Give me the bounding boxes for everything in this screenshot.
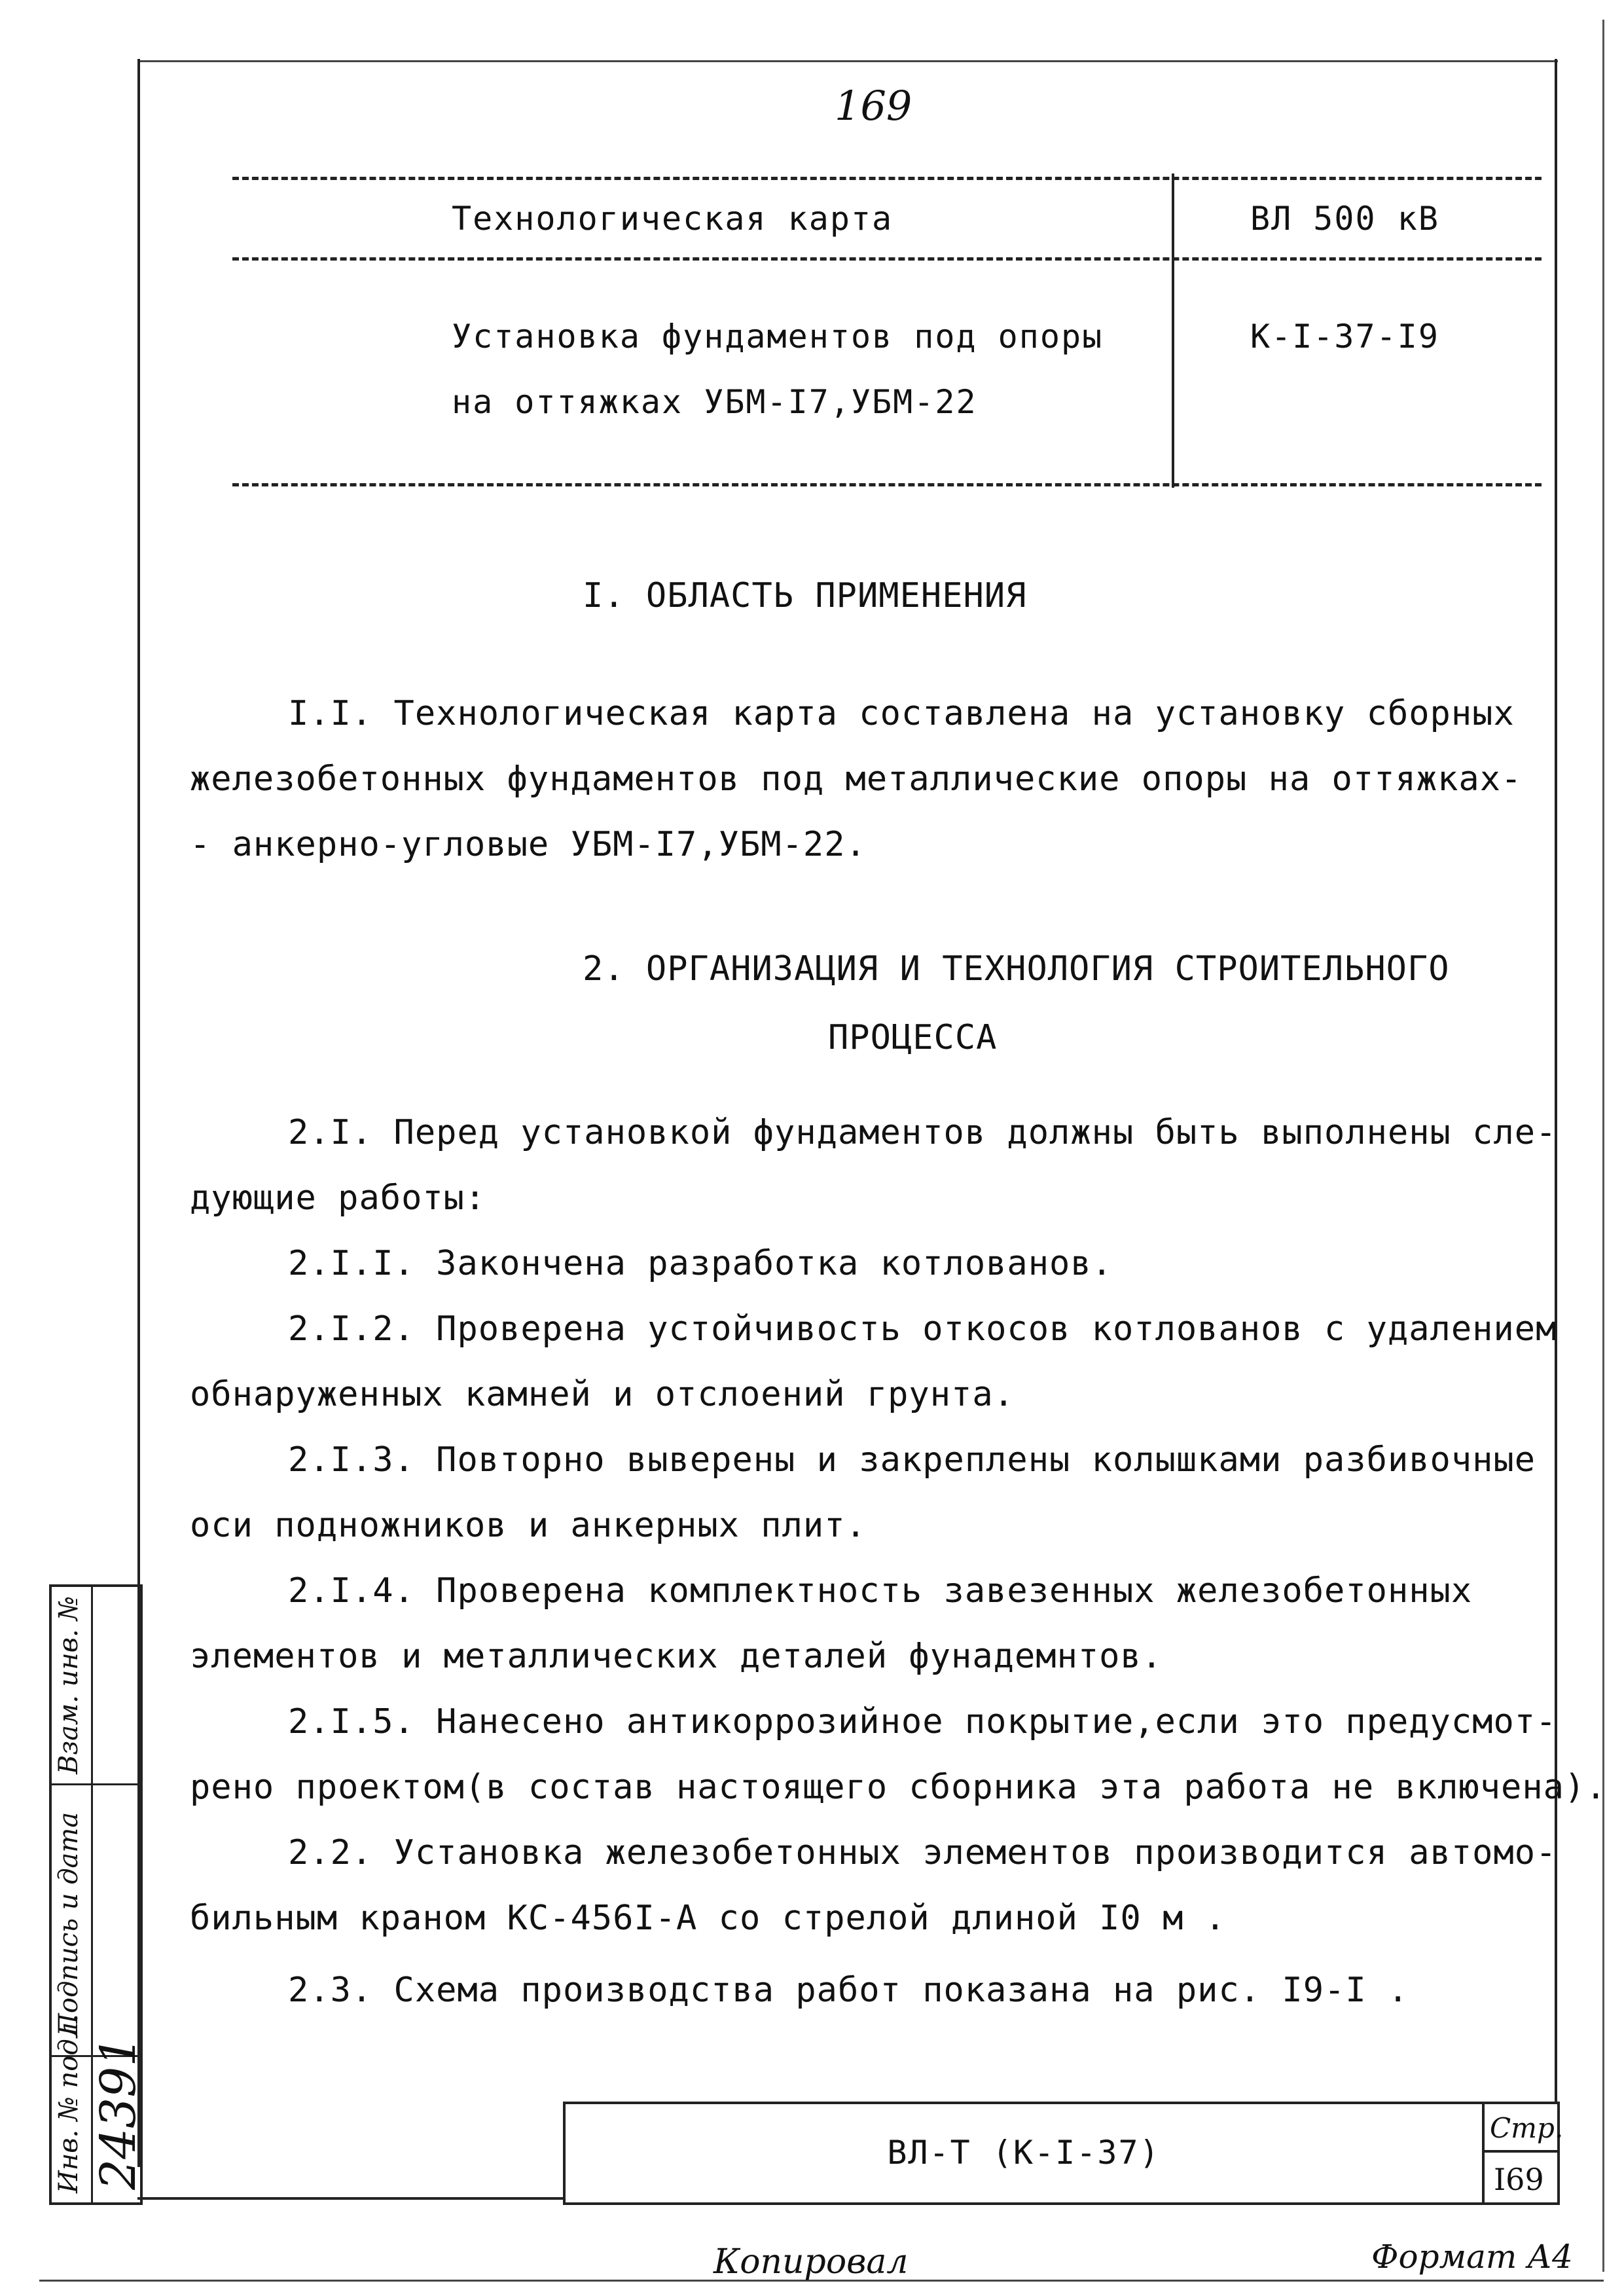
section1-heading: I. ОБЛАСТЬ ПРИМЕНЕНИЯ xyxy=(583,576,1027,615)
section2-line: бильным краном КС-456I-А со стрелой длиной I0 м . xyxy=(190,1899,1227,1938)
footer-copied-label: Копировал xyxy=(713,2242,909,2282)
section2-heading-line1: 2. ОРГАНИЗАЦИЯ И ТЕХНОЛОГИЯ СТРОИТЕЛЬНОГО xyxy=(583,949,1450,989)
section2-line: 2.I. Перед установкой фундаментов должны быть выполнены сле- xyxy=(288,1113,1557,1152)
section2-line: 2.2. Установка железобетонных элементов производится автомо- xyxy=(288,1833,1557,1872)
section1-line: железобетонных фундаментов под металлические опоры на оттяжках- xyxy=(190,759,1523,799)
stamp-doc-code: ВЛ-Т (К-I-37) xyxy=(887,2134,1161,2172)
stamp-page-rule xyxy=(1482,2150,1557,2153)
title-stamp xyxy=(563,2102,1564,2205)
header-rule-top xyxy=(232,177,1542,180)
section2-line: обнаруженных камней и отслоений грунта. xyxy=(190,1375,1015,1414)
section2-line: 2.I.3. Повторно выверены и закреплены колышками разбивочные xyxy=(288,1440,1536,1480)
handwritten-page-number: 169 xyxy=(835,82,912,130)
side-replace-label: Взам. инв. № xyxy=(54,1595,84,1774)
header-subject-line2: на оттяжках УБМ-I7,УБМ-22 xyxy=(452,383,977,421)
stamp-page-label: Стр. xyxy=(1490,2112,1564,2144)
sheet-edge-line xyxy=(1602,20,1604,2272)
section2-line: оси подножников и анкерных плит. xyxy=(190,1506,867,1545)
section2-line: 2.I.2. Проверена устойчивость откосов котлованов с удалением xyxy=(288,1309,1557,1349)
header-rule-middle xyxy=(232,257,1542,261)
frame-top-border xyxy=(137,60,1558,62)
section2-line: 2.I.4. Проверена комплектность завезенных железобетонных xyxy=(288,1571,1473,1611)
section2-line: дующие работы: xyxy=(190,1178,486,1218)
section1-line: I.I. Технологическая карта составлена на установку сборных xyxy=(288,694,1515,733)
header-subject-line1: Установка фундаментов под опоры xyxy=(452,318,1104,355)
section1-line: - анкерно-угловые УБМ-I7,УБМ-22. xyxy=(190,825,867,864)
side-stamp-rule-1 xyxy=(52,1783,140,1785)
section2-heading-line2: ПРОЦЕССА xyxy=(828,1018,998,1057)
header-column-divider xyxy=(1172,173,1174,488)
footer-format-label: Формат А4 xyxy=(1371,2238,1573,2276)
section2-line: рено проектом(в состав настоящего сборника эта работа не включена). xyxy=(190,1768,1607,1807)
header-rule-bottom xyxy=(232,483,1542,486)
header-line-label: ВЛ 500 кВ xyxy=(1250,200,1439,238)
header-code: К-I-37-I9 xyxy=(1250,318,1439,355)
section2-line: 2.I.I. Закончена разработка котлованов. xyxy=(288,1244,1113,1283)
stamp-divider xyxy=(1482,2104,1485,2202)
section2-line: 2.3. Схема производства работ показана на рис. I9-I . xyxy=(288,1971,1409,2010)
side-inv-value: 24391 xyxy=(90,2035,147,2190)
header-type-label: Технологическая карта xyxy=(452,200,893,238)
side-inv-label: Инв. № подл. xyxy=(54,2014,84,2193)
side-sign-label: Подпись и дата xyxy=(54,1812,84,2036)
section2-line: 2.I.5. Нанесено антикоррозийное покрытие,если это предусмот- xyxy=(288,1702,1557,1741)
section2-line: элементов и металлических деталей фунадемнтов. xyxy=(190,1637,1163,1676)
stamp-page-number: I69 xyxy=(1494,2162,1544,2197)
